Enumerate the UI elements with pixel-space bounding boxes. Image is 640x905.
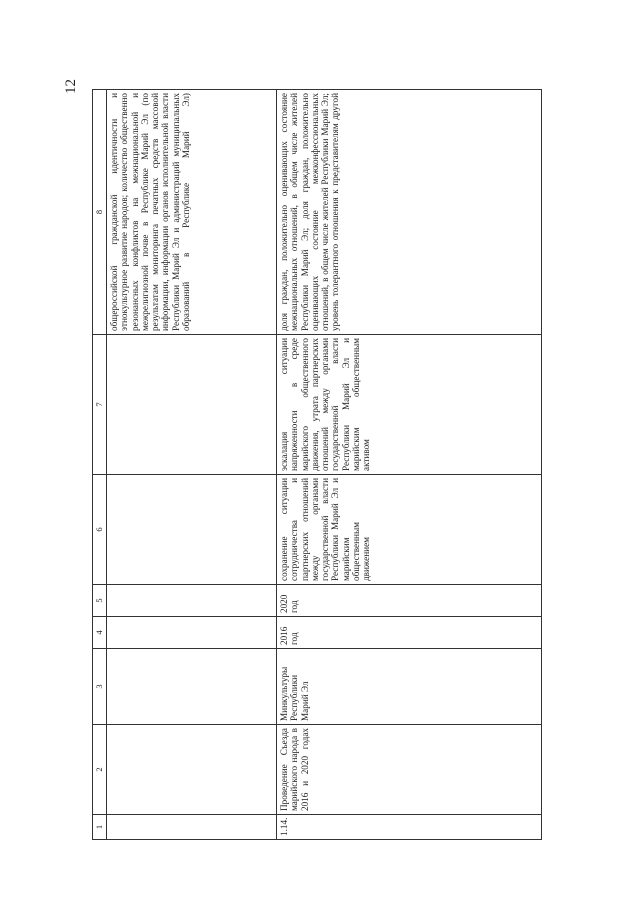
- column-header: 2: [93, 725, 107, 815]
- continuation-row: [107, 90, 277, 840]
- column-number-row: [93, 90, 107, 840]
- expected-result: сохранение ситуации сотрудничества и партнерских отношений между органами государственной власти Республики Марий Эл и марийским общественным движением: [277, 475, 542, 585]
- rotated-table-page: [92, 90, 547, 840]
- indicator-cell: доля граждан, положительно оценивающих состояние межнациональных отношений, в общем числе жителей Республики Марий Эл; доля граждан, положительно оценивающих состояние межконфессиональных отношений, в общем числе жителей Республики Марий Эл; уровень толерантного отношения к представителям другой: [277, 90, 542, 335]
- page-number: 12: [63, 79, 79, 94]
- consequences-of-non-implementation: эскалация ситуации напряженности в среде марийского общественного движения, утрата партнерских отношений между органами государственной власти Республики Марий Эл и марийским общественным активом: [277, 335, 542, 475]
- column-header: 8: [93, 90, 107, 335]
- column-header: 4: [93, 617, 107, 649]
- column-header: 7: [93, 335, 107, 475]
- column-header: 3: [93, 649, 107, 725]
- row-number: 1.14.: [277, 815, 542, 840]
- column-header: 5: [93, 585, 107, 617]
- responsible-executor: Минкультуры Республики Марий Эл: [277, 649, 542, 725]
- table-row: [277, 90, 542, 840]
- column-header: 1: [93, 815, 107, 840]
- start-year: 2016 год: [277, 617, 542, 649]
- indicator-cell: общероссийской гражданской идентичности и этнокультурное развитие народов; количество общественно резонансных конфликтов на межнациональной и межрелигиозной почве в Республике Марий Эл (по результатам мониторинга печатных средств массовой информации, информации органов исполнительной власти Республики Марий Эл и администраций муниципальных образований в Республике Марий Эл): [107, 90, 277, 335]
- program-table: [92, 89, 542, 840]
- activity-name: Проведение Съезда марийского народа в 2016 и 2020 годах: [277, 725, 542, 815]
- column-header: 6: [93, 475, 107, 585]
- end-year: 2020 год: [277, 585, 542, 617]
